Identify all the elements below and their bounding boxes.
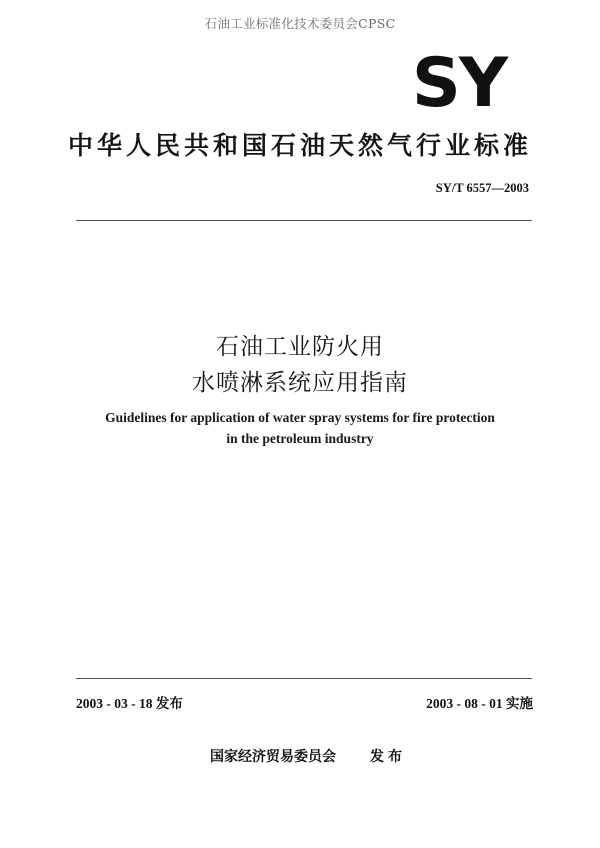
bottom-divider <box>76 678 532 679</box>
standard-category-title: 中华人民共和国石油天然气行业标准 <box>67 131 532 160</box>
issuing-authority: 国家经济贸易委员会 <box>210 749 336 765</box>
standard-number: SY/T 6557—2003 <box>435 181 529 195</box>
top-divider <box>76 220 532 221</box>
chinese-title-line-2: 水喷淋系统应用指南 <box>192 370 408 396</box>
english-title-line-2: in the petroleum industry <box>226 431 374 446</box>
issue-date: 2003 - 03 - 18 发布 <box>76 696 183 711</box>
issuing-action: 发布 <box>370 749 406 765</box>
chinese-title-line-1: 石油工业防火用 <box>216 334 384 360</box>
watermark-text: 石油工业标准化技术委员会CPSC <box>204 16 396 31</box>
implementation-date: 2003 - 08 - 01 实施 <box>426 696 533 711</box>
english-title-line-1: Guidelines for application of water spray systems for fire protection <box>105 410 495 425</box>
sy-logo-text: SY <box>411 44 507 114</box>
sy-logo <box>404 44 514 114</box>
